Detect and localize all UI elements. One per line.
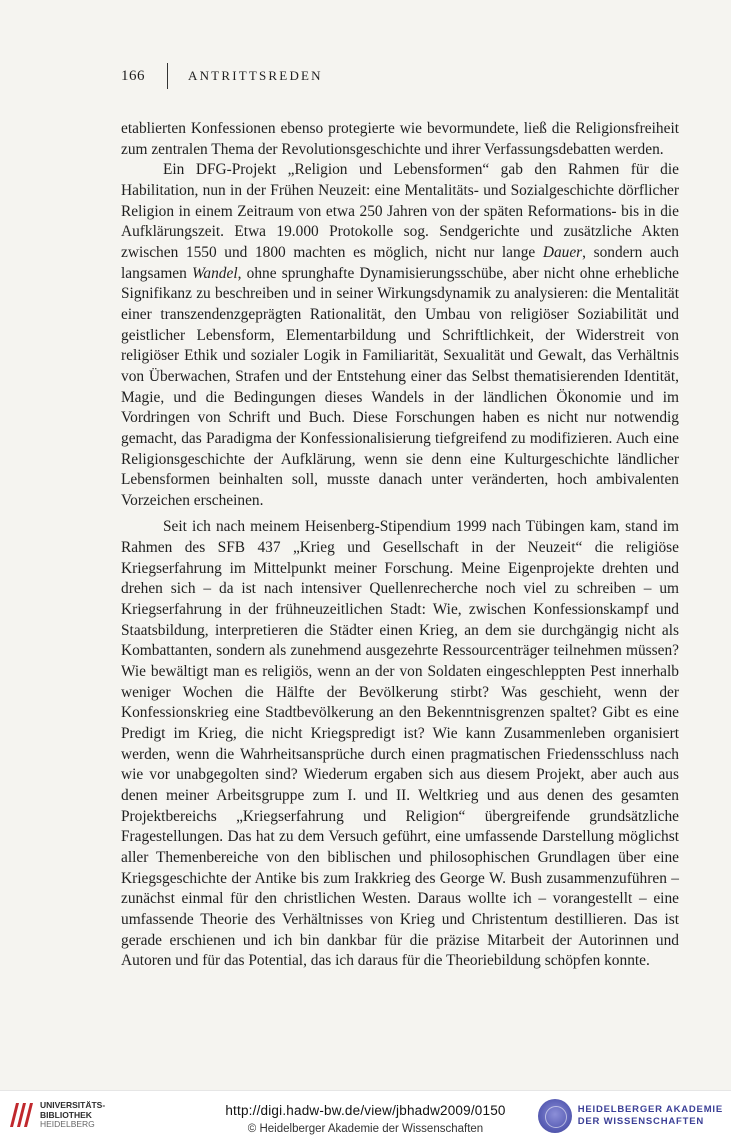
academy-logo[interactable]	[538, 1099, 723, 1133]
paragraph-3: Seit ich nach meinem Heisenberg-Stipendium 1999 nach Tübingen kam, stand im Rahmen des SFB 437 „Krieg und Gesellschaft in der Neuzeit“ die religiöse Kriegserfahrung im Mittelpunkt meiner Forschung. Meine Eigenprojekte drehten und drehen sich – da ist nach intensiver Quellenrecherche noch viel zu schreiben – um Kriegserfahrung in der frühneuzeitlichen Stadt: Wie, zwischen Konfessionskampf und Staatsbildung, interpretieren die Städter einen Krieg, an dem sie durchgängig nicht als Kombattanten, sondern als zunehmend ausgezehrte Ressourcenträger teilnehmen müssen? Wie bewältigt man es religiös, wenn an der von Soldaten eingeschleppten Pest innerhalb weniger Wochen die Hälfte der Bevölkerung stirbt? Was geschieht, wenn der Konfessionskrieg eine Stadtbevölkerung an den Bekenntnisgrenzen spaltet? Gibt es eine Predigt im Krieg, die nicht Kriegspredigt ist? Wie kann Zusammenleben organisiert werden, wenn die Wahrheitsansprüche durch einen pragmatischen Friedensschluss nach wie vor unabgegolten sind? Wiederum ergaben sich aus diesem Projekt, aber auch aus denen meiner Arbeitsgruppe zum I. und II. Weltkrieg und aus denen des gesamten Projektbereichs „Kriegserfahrung und Religion“ übergreifende grundsätzliche Fragestellungen. Das hat zu dem Versuch geführt, eine umfassende Darstellung möglichst aller Themenbereiche von den biblischen und philosophischen Grundlagen über eine Kriegsgeschichte der Antike bis zum Irakkrieg des George W. Bush zusammenzuführen – zunächst einmal für den christlichen Westen. Daraus wollte ich – vorangestellt – eine umfassende Theorie des Verhältnisses von Krieg und Christentum destillieren. Das ist gerade erschienen und ich bin dankbar für die präzise Mitarbeit der Autorinnen und Autoren und für das Potential, das ich daraus für die Theoriebildung schöpfen konnte.	[121, 518, 679, 970]
body-text	[121, 119, 679, 972]
copyright-notice: © Heidelberger Akademie der Wissenschaften	[247, 1123, 484, 1135]
header-divider	[167, 63, 168, 89]
page-number: 166	[121, 67, 145, 84]
academy-logo-text: HEIDELBERGER AKADEMIE DER WISSENSCHAFTEN	[577, 1104, 723, 1127]
library-logo-text: UNIVERSITÄTS- BIBLIOTHEK HEIDELBERG	[40, 1100, 106, 1129]
paragraph-1: etablierten Konfessionen ebenso protegierte wie bevormundete, ließ die Religionsfreiheit zum zentralen Thema der Revolutionsgeschichte und ihrer Verfassungsdebatten werden.	[121, 120, 679, 158]
paragraph-2: Ein DFG-Projekt „Religion und Lebensformen“ gab den Rahmen für die Habilitation, nun in der Frühen Neuzeit: eine Mentalitäts- und Sozialgeschichte dörflicher Religion in einem Zeitraum von etwa 250 Jahren von der späten Reformations- bis in die Aufklärungszeit. Etwa 19.000 Protokolle sog. Sendgerichte und zusätzliche Akten zwischen 1550 und 1800 machten es möglich, nicht nur lange Dauer, sondern auch langsamen Wandel, ohne sprunghafte Dynamisierungsschübe, aber nicht ohne erhebliche Signifikanz zu beschreiben und in seiner Wirkungsdynamik zu analysieren: die Mentalität einer transzendenzgeprägten Rationalität, den Umbau von religiöser Soziabilität und geistlicher Lebensform, Elementarbildung und Schriftlichkeit, der Widerstreit von religiöser Ethik und sozialer Logik in Familiarität, Sexualität und Gewalt, das Verhältnis von Überwachen, Strafen und der Entstehung einer das Selbst thematisierenden Identität, Magie, und die Bedingungen dieses Wandels in der ländlichen Ökonomie und im Vordringen von Schrift und Buch. Diese Forschungen haben es nicht nur notwendig gemacht, das Paradigma der Konfessionalisierung tiefgreifend zu modifizieren. Auch eine Religionsgeschichte der Aufklärung, wenn sie denn eine Kulturgeschichte ländlicher Lebensformen beinhalten soll, musste danach unter veränderten, hoch ambivalenten Vorzeichen erscheinen.	[121, 161, 679, 509]
viewer-footer	[0, 1090, 731, 1143]
academy-seal-icon	[538, 1099, 572, 1133]
permalink-url[interactable]: http://digi.hadw-bw.de/view/jbhadw2009/0150	[225, 1103, 506, 1118]
running-head: ANTRITTSREDEN	[188, 68, 323, 83]
page-header	[121, 66, 323, 86]
